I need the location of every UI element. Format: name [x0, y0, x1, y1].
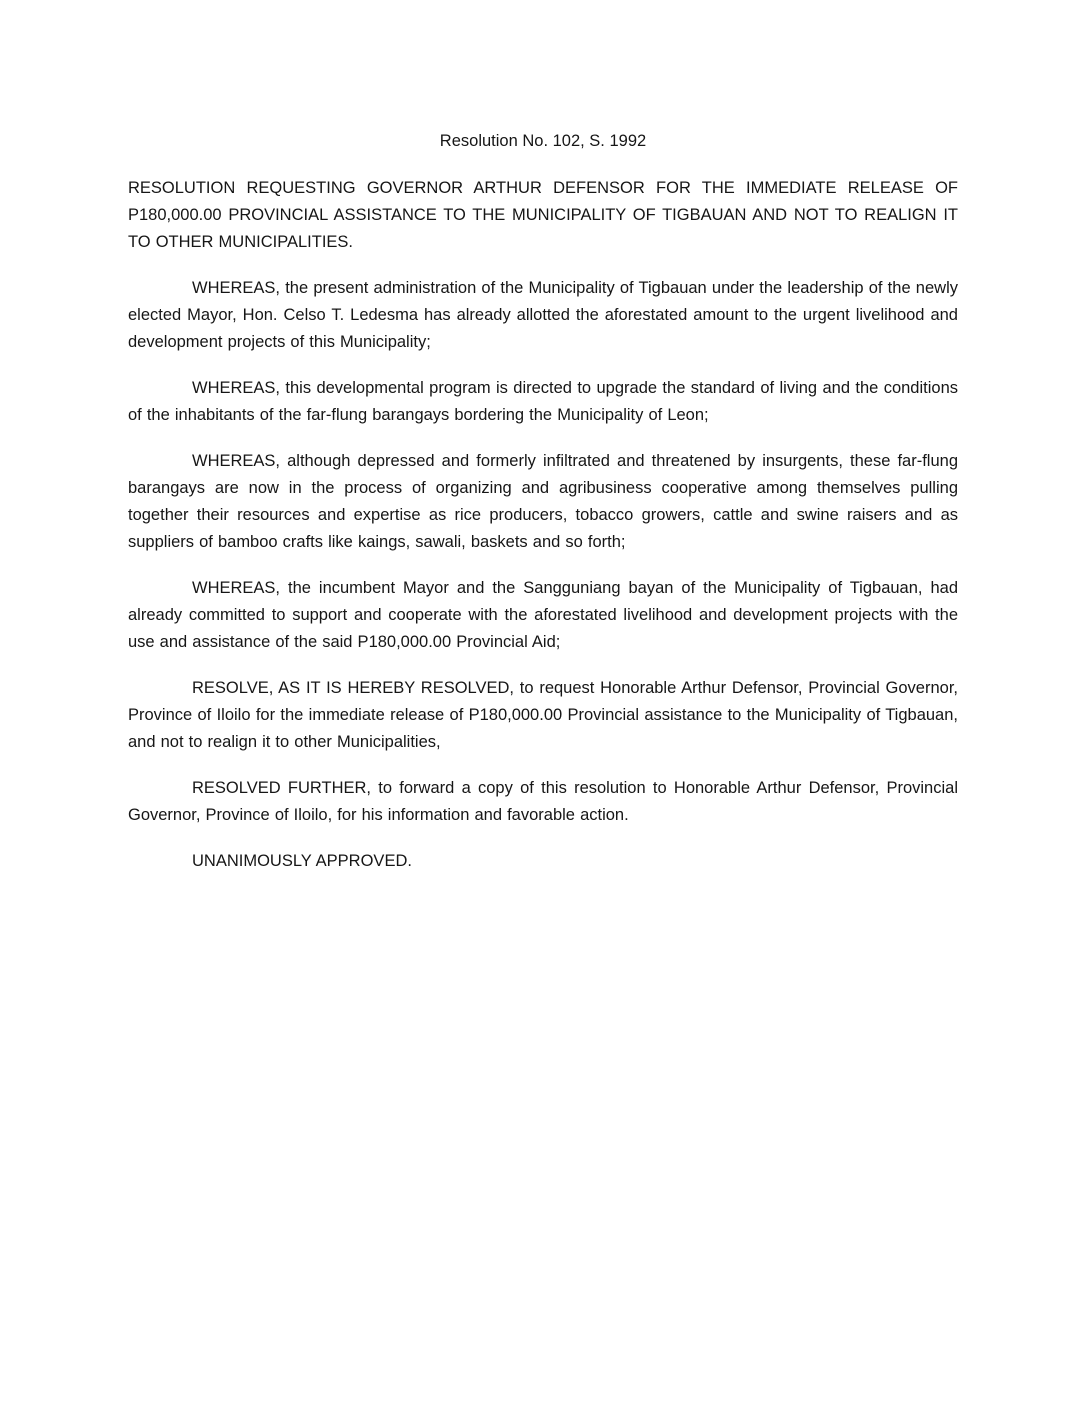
document-title: Resolution No. 102, S. 1992: [439, 132, 647, 150]
whereas-paragraph-3: WHEREAS, although depressed and formerly infiltrated and threatened by insurgents, these far-flung barangays are now in the process of organizing and agribusiness cooperative among themselves pulling together their resources and expertise as rice producers, tobacco growers, cattle and swine raisers and as suppliers of bamboo crafts like kaings, sawali, baskets and so forth;: [128, 452, 958, 551]
resolved-further-paragraph: RESOLVED FURTHER, to forward a copy of this resolution to Honorable Arthur Defensor, Provincial Governor, Province of Iloilo, for his information and favorable action.: [128, 779, 958, 824]
resolve-paragraph: RESOLVE, AS IT IS HEREBY RESOLVED, to request Honorable Arthur Defensor, Provincial Governor, Province of Iloilo for the immediate release of P180,000.00 Provincial assistance to the Municipality of Tigbauan, and not to realign it to other Municipalities,: [128, 679, 958, 751]
approval-paragraph: UNANIMOUSLY APPROVED.: [192, 852, 412, 870]
whereas-paragraph-1: WHEREAS, the present administration of the Municipality of Tigbauan under the leadership of the newly elected Mayor, Hon. Celso T. Ledesma has already allotted the aforestated amount to the urgent livelihood and development projects of this Municipality;: [128, 279, 958, 351]
whereas-paragraph-2: WHEREAS, this developmental program is directed to upgrade the standard of living and the conditions of the inhabitants of the far-flung barangays bordering the Municipality of Leon;: [128, 379, 958, 424]
resolution-heading-paragraph: RESOLUTION REQUESTING GOVERNOR ARTHUR DEFENSOR FOR THE IMMEDIATE RELEASE OF P180,000.00 PROVINCIAL ASSISTANCE TO THE MUNICIPALITY OF TIGBAUAN AND NOT TO REALIGN IT TO OTHER MUNICIPALITIES.: [128, 179, 958, 251]
whereas-paragraph-4: WHEREAS, the incumbent Mayor and the Sangguniang bayan of the Municipality of Tigbauan, had already committed to support and cooperate with the aforestated livelihood and development projects with the use and assistance of the said P180,000.00 Provincial Aid;: [128, 579, 958, 651]
